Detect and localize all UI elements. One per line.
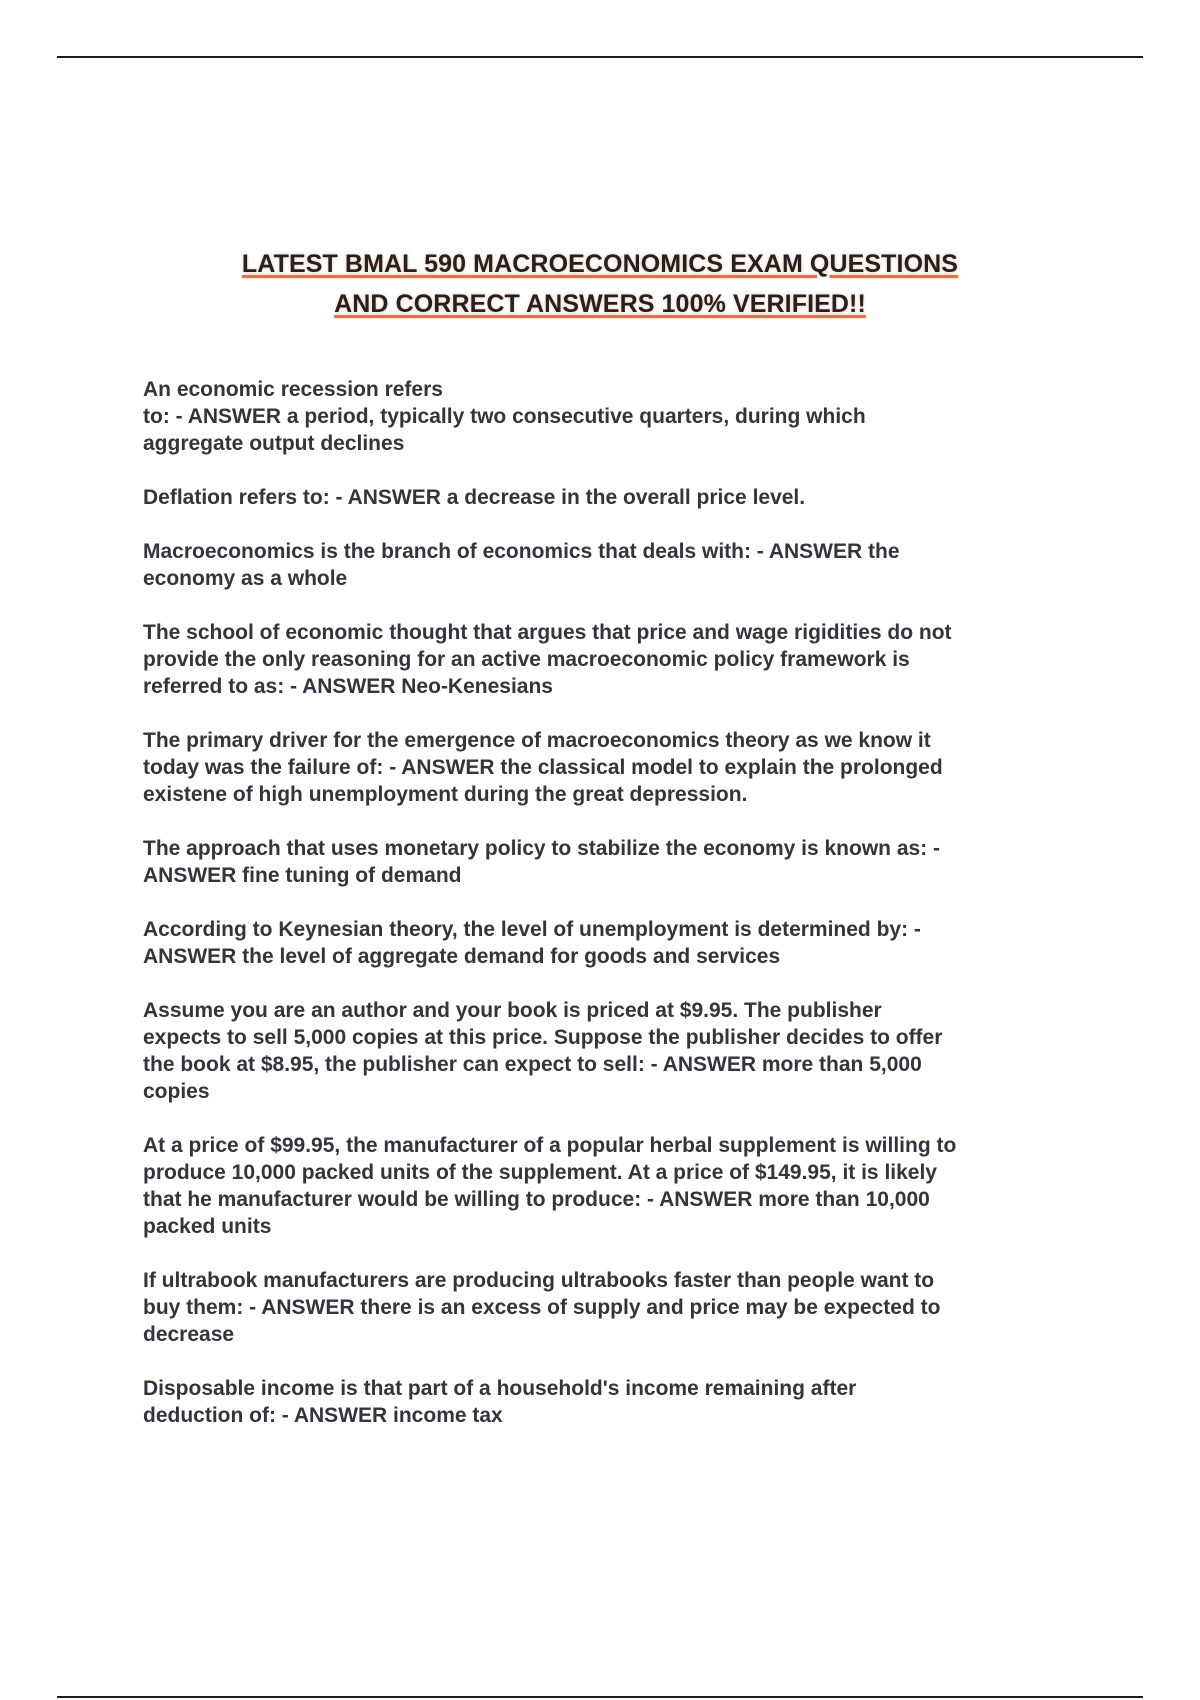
qa-text: Macroeconomics is the branch of economics that deals with: - ANSWER the economy as a whole xyxy=(143,540,900,590)
title-line-2: AND CORRECT ANSWERS 100% VERIFIED!! xyxy=(334,290,866,318)
qa-item-recession xyxy=(143,376,1063,457)
qa-item-primary-driver xyxy=(143,727,1063,808)
qa-item-disposable-income xyxy=(143,1375,1063,1429)
qa-item-macroeconomics xyxy=(143,538,1063,592)
qa-text: The approach that uses monetary policy to stabilize the economy is known as: - ANSWER fine tuning of demand xyxy=(143,837,941,887)
qa-text: The school of economic thought that argues that price and wage rigidities do not provide the only reasoning for an active macroeconomic policy framework is referred to as: - ANSWER Neo-Kenesians xyxy=(143,621,952,698)
qa-item-book-price xyxy=(143,997,1063,1105)
document-title xyxy=(120,244,1080,324)
qa-item-deflation xyxy=(143,484,1063,511)
title-line-1: LATEST BMAL 590 MACROECONOMICS EXAM QUESTIONS xyxy=(241,250,959,278)
qa-text: If ultrabook manufacturers are producing ultrabooks faster than people want to buy them: - ANSWER there is an excess of supply and price may be expected to decrease xyxy=(143,1269,941,1346)
qa-text: Disposable income is that part of a household's income remaining after deduction of: - ANSWER income tax xyxy=(143,1377,857,1427)
qa-text: An economic recession refers to: - ANSWER a period, typically two consecutive quarters, during which aggregate output declines xyxy=(143,378,866,455)
qa-item-ultrabook xyxy=(143,1267,1063,1348)
qa-item-school-of-thought xyxy=(143,619,1063,700)
qa-item-herbal-supplement xyxy=(143,1132,1063,1240)
bottom-rule xyxy=(57,1696,1143,1698)
qa-text: At a price of $99.95, the manufacturer of a popular herbal supplement is willing to produce 10,000 packed units of the supplement. At a price of $149.95, it is likely that he manufacturer would be willing to produce: - ANSWER more than 10,000 packed units xyxy=(143,1134,957,1238)
qa-text: According to Keynesian theory, the level of unemployment is determined by: - ANSWER the level of aggregate demand for goods and services xyxy=(143,918,921,968)
qa-text: Assume you are an author and your book is priced at $9.95. The publisher expects to sell 5,000 copies at this price. Suppose the publisher decides to offer the book at $8.95, the publisher can expect to sell: - ANSWER more than 5,000 copies xyxy=(143,999,943,1103)
top-rule xyxy=(57,56,1143,58)
qa-item-monetary-policy xyxy=(143,835,1063,889)
question-answer-list xyxy=(143,376,1063,1456)
qa-text: The primary driver for the emergence of macroeconomics theory as we know it today was the failure of: - ANSWER the classical model to explain the prolonged existene of high unemployment during the great depression. xyxy=(143,729,943,806)
qa-item-keynesian xyxy=(143,916,1063,970)
qa-text: Deflation refers to: - ANSWER a decrease in the overall price level. xyxy=(143,486,806,509)
